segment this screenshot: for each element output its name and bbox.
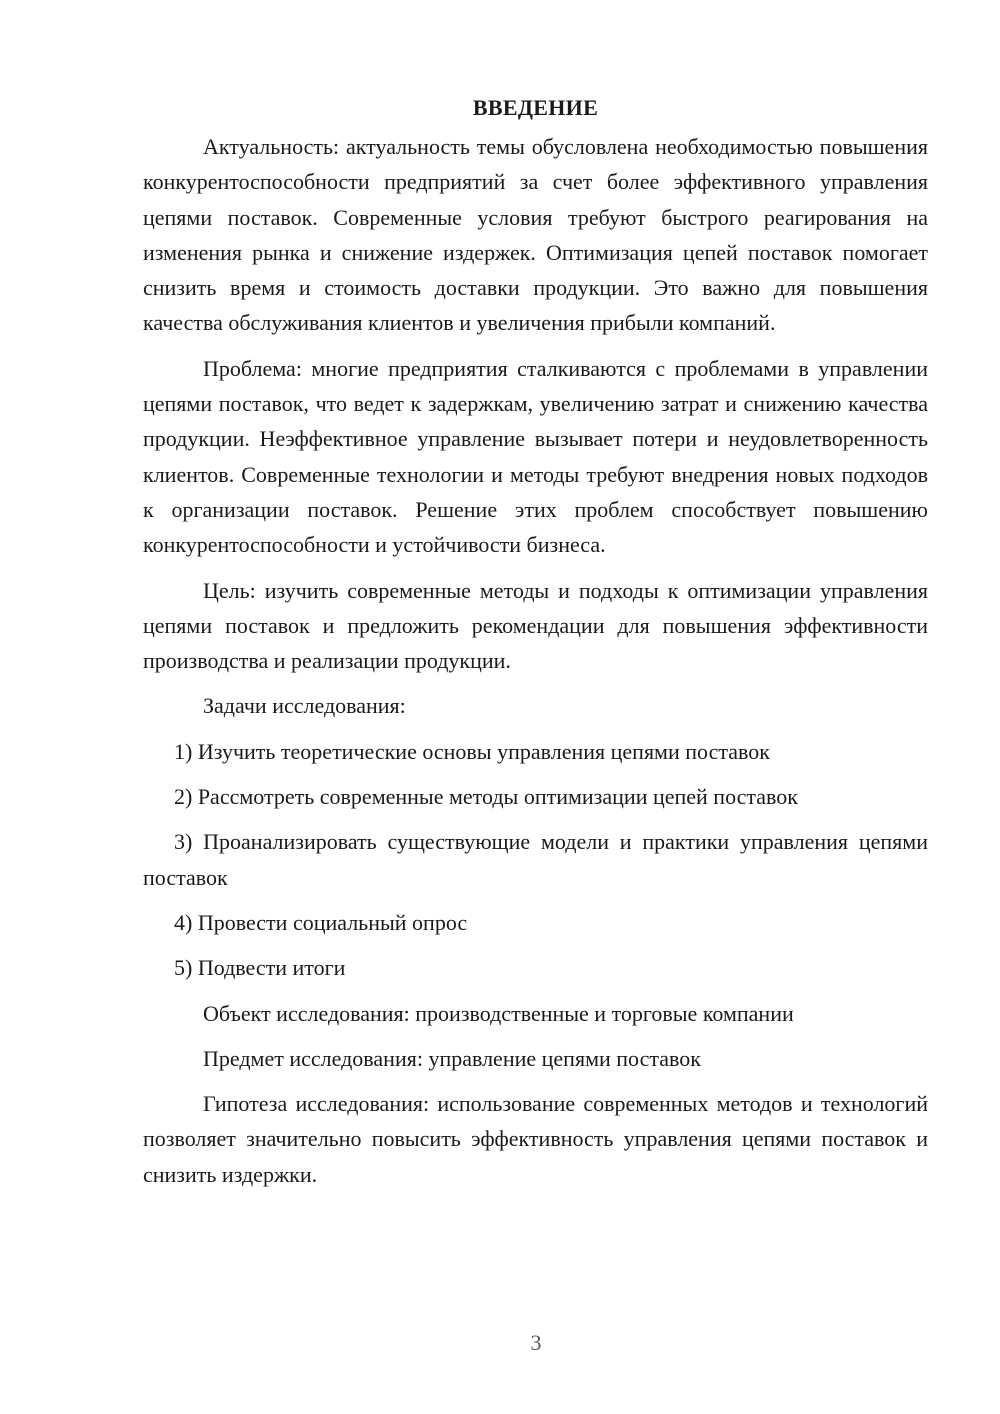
tasks-list [143,734,928,986]
page-number: 3 [530,1330,542,1355]
paragraph-relevance: Актуальность: актуальность темы обусловлена необходимостью повышения конкурентоспособности предприятий за счет более эффективного управления цепями поставок. Современные условия требуют быстрого реагирования на изменения рынка и снижение издержек. Оптимизация цепей поставок помогает снизить время и стоимость доставки продукции. Это важно для повышения качества обслуживания клиентов и увеличения прибыли компаний. [143,134,928,336]
tasks-heading: Задачи исследования: [203,693,406,719]
document-page [143,90,928,1202]
paragraph-subject: Предмет исследования: управление цепями поставок [203,1045,701,1071]
paragraph-goal: Цель: изучить современные методы и подходы к оптимизации управления цепями поставок и предложить рекомендации для повышения эффективности производства и реализации продукции. [143,577,928,674]
list-item: 2) Рассмотреть современные методы оптимизации цепей поставок [174,784,798,810]
paragraph-object: Объект исследования: производственные и торговые компании [203,1000,794,1026]
page-title: ВВЕДЕНИЕ [472,95,599,120]
list-item: 4) Провести социальный опрос [174,909,468,935]
list-item: 1) Изучить теоретические основы управления цепями поставок [174,738,770,764]
list-item: 5) Подвести итоги [174,955,346,981]
paragraph-problem: Проблема: многие предприятия сталкиваются с проблемами в управлении цепями поставок, что ведет к задержкам, увеличению затрат и снижению качества продукции. Неэффективное управление вызывает потери и неудовлетворенность клиентов. Современные технологии и методы требуют внедрения новых подходов к организации поставок. Решение этих проблем способствует повышению конкурентоспособности и устойчивости бизнеса. [143,355,928,558]
paragraph-hypothesis: Гипотеза исследования: использование современных методов и технологий позволяет значительно повысить эффективность управления цепями поставок и снизить издержки. [143,1091,928,1187]
list-item: 3) Проанализировать существующие модели и практики управления цепями поставок [143,829,928,890]
